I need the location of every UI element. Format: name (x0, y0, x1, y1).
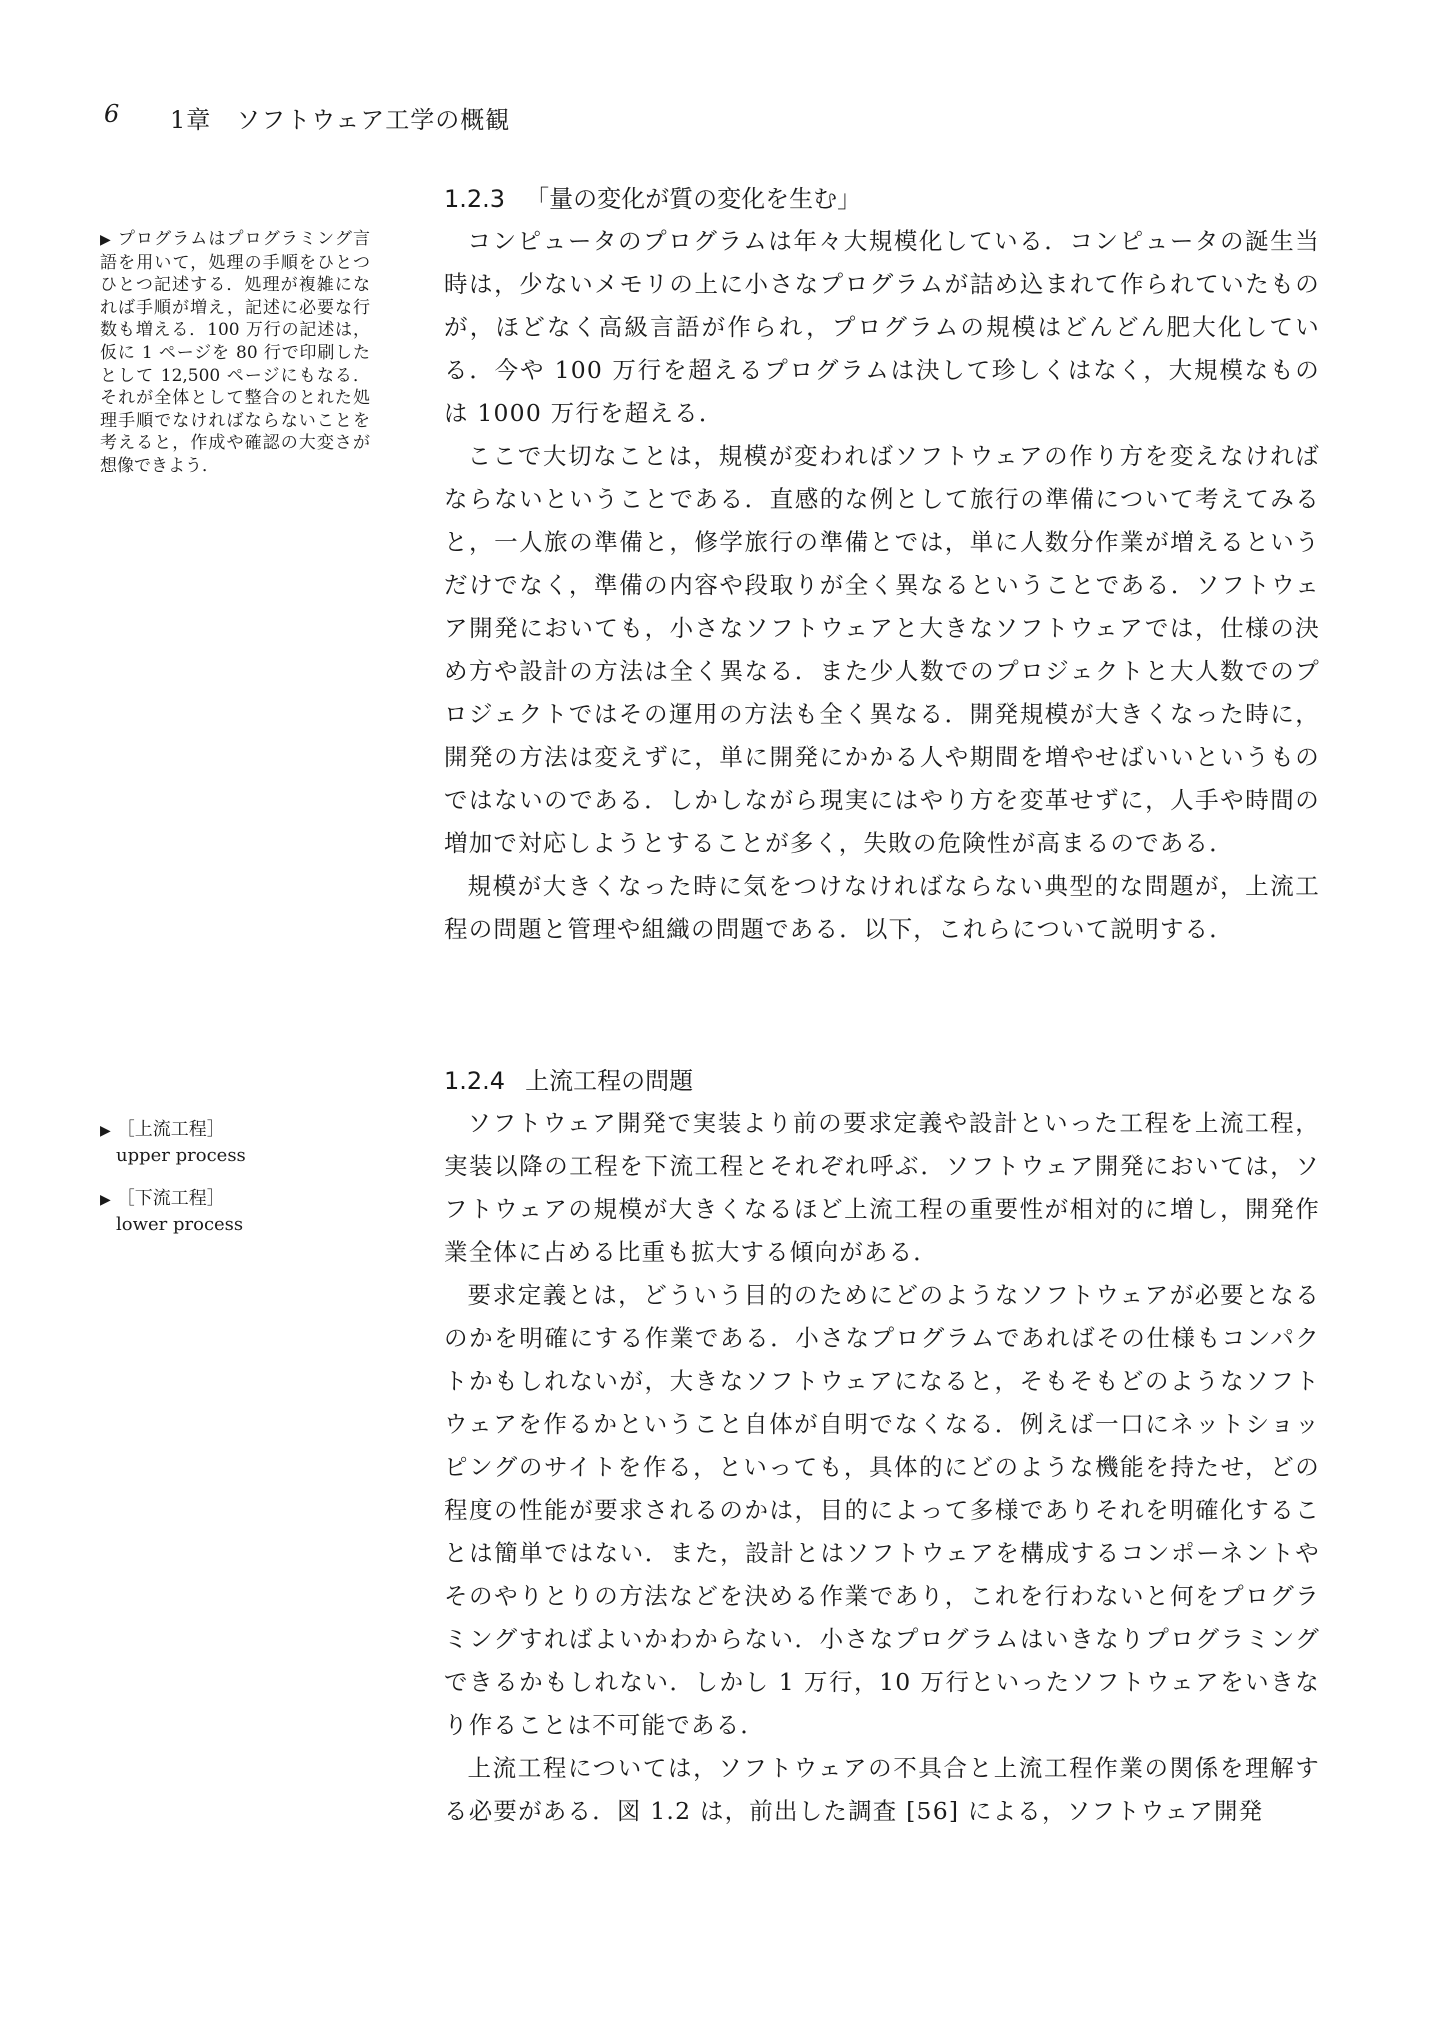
section-heading (444, 182, 1320, 216)
glossary-term: ［上流工程］ (116, 1119, 225, 1140)
section-1-2-4 (444, 1064, 1320, 1833)
glossary-item (100, 1117, 370, 1168)
triangle-marker-icon: ▶ (100, 232, 112, 248)
section-1-2-3 (444, 182, 1320, 951)
glossary (100, 1117, 370, 1255)
triangle-marker-icon: ▶ (100, 1192, 111, 1208)
section-title: 「量の変化が質の変化を生む」 (525, 185, 862, 213)
paragraph: 要求定義とは，どういう目的のためにどのようなソフトウェアが必要となるのかを明確にする作業である．小さなプログラムであればその仕様もコンパクトかもしれないが，大きなソフトウェアになると，そもそもどのようなソフトウェアを作るかということ自体が自明でなくなる．例えば一口にネットショッピングのサイトを作る，といっても，具体的にどのような機能を持たせ，どの程度の性能が要求されるのかは，目的によって多様でありそれを明確化することは簡単ではない．また，設計とはソフトウェアを構成するコンポーネントやそのやりとりの方法などを決める作業であり，これを行わないと何をプログラミングすればよいかわからない．小さなプログラムはいきなりプログラミングできるかもしれない．しかし 1 万行，10 万行といったソフトウェアをいきなり作ることは不可能である． (444, 1281, 1320, 1739)
paragraph: ここで大切なことは，規模が変わればソフトウェアの作り方を変えなければならないということである．直感的な例として旅行の準備について考えてみると，一人旅の準備と，修学旅行の準備とでは，単に人数分作業が増えるというだけでなく，準備の内容や段取りが全く異なるということである．ソフトウェア開発においても，小さなソフトウェアと大きなソフトウェアでは，仕様の決め方や設計の方法は全く異なる．また少人数でのプロジェクトと大人数でのプロジェクトではその運用の方法も全く異なる．開発規模が大きくなった時に，開発の方法は変えずに，単に開発にかかる人や期間を増やせばいいというものではないのである．しかしながら現実にはやり方を変革せずに，人手や時間の増加で対応しようとすることが多く，失敗の危険性が高まるのである． (444, 442, 1320, 857)
running-head (0, 100, 1433, 140)
glossary-item (100, 1186, 370, 1237)
sidenote (100, 228, 370, 478)
glossary-term: ［下流工程］ (116, 1188, 225, 1209)
glossary-english: lower process (116, 1214, 244, 1235)
paragraph: 上流工程については，ソフトウェアの不具合と上流工程作業の関係を理解する必要がある．図 1.2 は，前出した調査 [56] による，ソフトウェア開発 (444, 1754, 1320, 1825)
triangle-marker-icon: ▶ (100, 1123, 111, 1139)
section-number: 1.2.4 (444, 1067, 506, 1095)
sidenote-text: プログラムはプログラミング言語を用いて，処理の手順をひとつひとつ記述する．処理が複雑になれば手順が増え，記述に必要な行数も増える．100 万行の記述は，仮に 1 ページを 80 行で印刷したとして 12,500 ページにもなる．それが全体として整合のとれた処理手順でなければならないことを考えると，作成や確認の大変さが想像できよう． (100, 229, 370, 476)
paragraph: コンピュータのプログラムは年々大規模化している．コンピュータの誕生当時は，少ないメモリの上に小さなプログラムが詰め込まれて作られていたものが，ほどなく高級言語が作られ，プログラムの規模はどんどん肥大化している．今や 100 万行を超えるプログラムは決して珍しくはなく，大規模なものは 1000 万行を超える． (444, 227, 1320, 427)
paragraph: 規模が大きくなった時に気をつけなければならない典型的な問題が，上流工程の問題と管理や組織の問題である．以下，これらについて説明する． (444, 872, 1320, 943)
glossary-english: upper process (116, 1145, 246, 1166)
chapter-title: 1章 ソフトウェア工学の概観 (170, 106, 511, 134)
page-number: 6 (104, 100, 120, 128)
paragraph: ソフトウェア開発で実装より前の要求定義や設計といった工程を上流工程，実装以降の工程を下流工程とそれぞれ呼ぶ．ソフトウェア開発においては，ソフトウェアの規模が大きくなるほど上流工程の重要性が相対的に増し，開発作業全体に占める比重も拡大する傾向がある． (444, 1109, 1320, 1266)
section-number: 1.2.3 (444, 185, 506, 213)
section-heading (444, 1064, 1320, 1098)
section-title: 上流工程の問題 (525, 1067, 694, 1095)
